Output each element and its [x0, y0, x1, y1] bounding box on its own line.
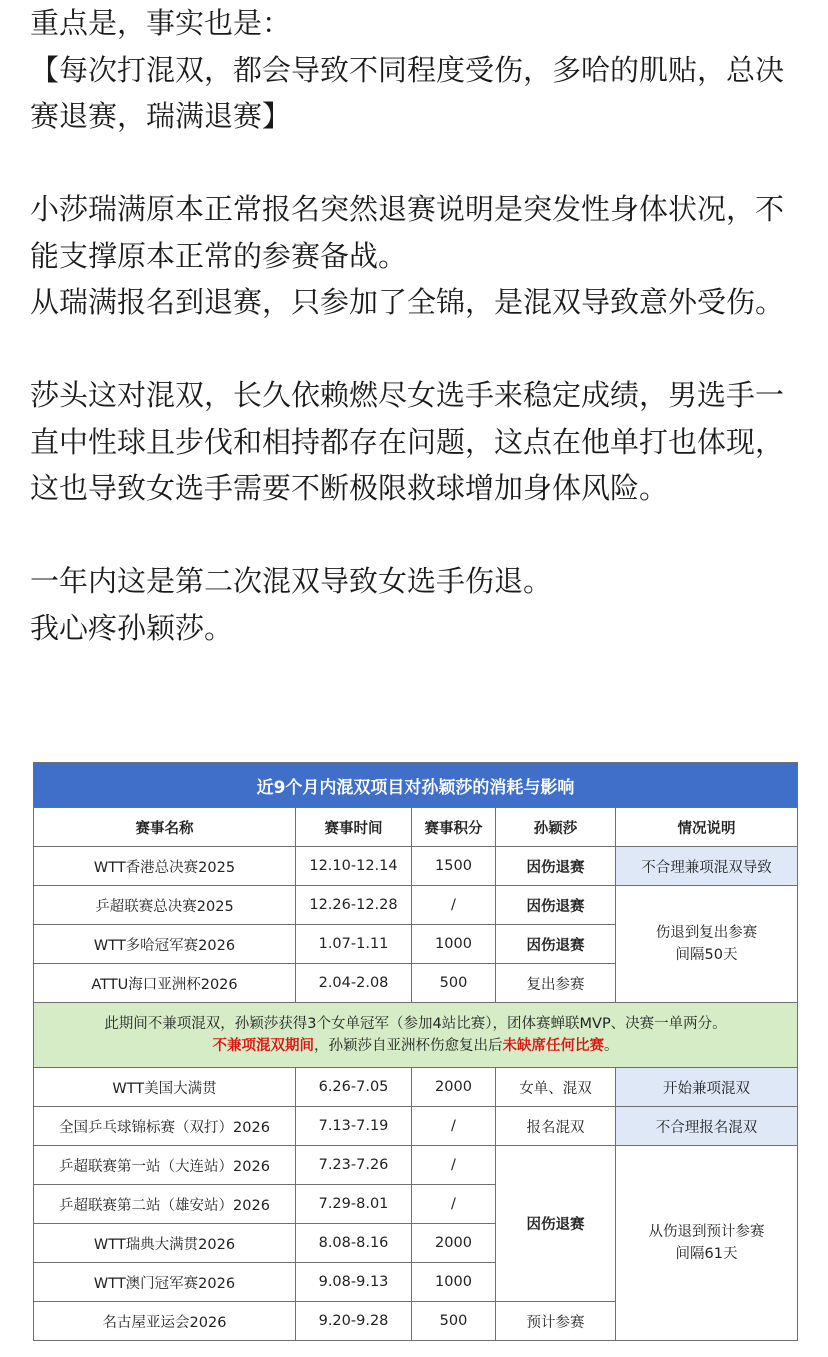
event-points-cell: 2000 [412, 1224, 496, 1263]
table-header-row [34, 808, 798, 847]
event-name-cell: WTT美国大满贯 [34, 1068, 296, 1107]
header-event-points: 赛事积分 [412, 808, 496, 847]
table-title: 近9个月内混双项目对孙颖莎的消耗与影响 [34, 763, 798, 808]
player-status-cell: 复出参赛 [496, 964, 616, 1003]
player-status-cell: 因伤退赛 [496, 1146, 616, 1302]
event-time-cell: 12.26-12.28 [296, 886, 412, 925]
player-status-cell: 因伤退赛 [496, 886, 616, 925]
player-status-cell: 因伤退赛 [496, 847, 616, 886]
event-name-cell: 乒超联赛第二站（雄安站）2026 [34, 1185, 296, 1224]
notes-line: 从伤退到预计参赛 [648, 1224, 765, 1240]
event-time-cell: 9.08-9.13 [296, 1263, 412, 1302]
paragraph-gap [30, 140, 810, 187]
event-name-cell: 名古屋亚运会2026 [34, 1302, 296, 1341]
player-status-cell: 报名混双 [496, 1107, 616, 1146]
player-status-cell: 女单、混双 [496, 1068, 616, 1107]
event-time-cell: 8.08-8.16 [296, 1224, 412, 1263]
post-text [30, 0, 810, 651]
table-row [34, 886, 798, 925]
event-time-cell: 7.29-8.01 [296, 1185, 412, 1224]
event-name-cell: WTT香港总决赛2025 [34, 847, 296, 886]
summary-line: 此期间不兼项混双，孙颖莎获得3个女单冠军（参加4站比赛），团体赛蝉联MVP、决赛一单两分。 [104, 1016, 727, 1032]
event-points-cell: / [412, 1146, 496, 1185]
event-points-cell: / [412, 886, 496, 925]
event-name-cell: WTT多哈冠军赛2026 [34, 925, 296, 964]
event-name-cell: 全国乒乓球锦标赛（双打）2026 [34, 1107, 296, 1146]
event-name-cell: WTT澳门冠军赛2026 [34, 1263, 296, 1302]
summary-cell [34, 1003, 798, 1068]
post-paragraph: 我心疼孙颖莎。 [30, 610, 234, 645]
table-row [34, 1146, 798, 1185]
notes-cell: 不合理兼项混双导致 [616, 847, 798, 886]
post-paragraph: 从瑞满报名到退赛，只参加了全锦，是混双导致意外受伤。 [30, 285, 785, 319]
event-points-cell: 1000 [412, 1263, 496, 1302]
table-row [34, 1068, 798, 1107]
impact-table [33, 762, 798, 1341]
event-time-cell: 7.23-7.26 [296, 1146, 412, 1185]
event-points-cell: 2000 [412, 1068, 496, 1107]
post-paragraph: 一年内这是第二次混双导致女选手伤退。 [30, 564, 553, 598]
notes-cell: 不合理报名混双 [616, 1107, 798, 1146]
paragraph-gap [30, 326, 810, 373]
post-paragraph: 小莎瑞满原本正常报名突然退赛说明是突发性身体状况，不能支撑原本正常的参赛备战。 [30, 192, 785, 273]
event-points-cell: 1000 [412, 925, 496, 964]
notes-cell [616, 886, 798, 1003]
header-player: 孙颖莎 [496, 808, 616, 847]
summary-text: ，孙颖莎自亚洲杯伤愈复出后 [314, 1038, 503, 1054]
event-time-cell: 7.13-7.19 [296, 1107, 412, 1146]
event-points-cell: / [412, 1107, 496, 1146]
event-name-cell: 乒超联赛总决赛2025 [34, 886, 296, 925]
player-status-cell: 因伤退赛 [496, 925, 616, 964]
event-name-cell: WTT瑞典大满贯2026 [34, 1224, 296, 1263]
summary-highlight: 未缺席任何比赛 [502, 1038, 604, 1054]
notes-line: 伤退到复出参赛 [655, 925, 758, 941]
header-notes: 情况说明 [616, 808, 798, 847]
event-points-cell: 1500 [412, 847, 496, 886]
player-status-cell: 预计参赛 [496, 1302, 616, 1341]
table-row [34, 1107, 798, 1146]
summary-text: 。 [604, 1038, 619, 1054]
event-points-cell: / [412, 1185, 496, 1224]
notes-line: 间隔50天 [675, 947, 738, 963]
post-highlight-paragraph: 【每次打混双，都会导致不同程度受伤，多哈的肌贴，总决赛退赛，瑞满退赛】 [30, 52, 785, 133]
paragraph-gap [30, 512, 810, 559]
notes-line: 间隔61天 [675, 1246, 738, 1262]
summary-highlight: 不兼项混双期间 [212, 1038, 314, 1054]
event-name-cell: ATTU海口亚洲杯2026 [34, 964, 296, 1003]
summary-row [34, 1003, 798, 1068]
header-event-time: 赛事时间 [296, 808, 412, 847]
event-time-cell: 1.07-1.11 [296, 925, 412, 964]
table-row [34, 847, 798, 886]
notes-cell [616, 1146, 798, 1341]
event-name-cell: 乒超联赛第一站（大连站）2026 [34, 1146, 296, 1185]
event-points-cell: 500 [412, 964, 496, 1003]
event-points-cell: 500 [412, 1302, 496, 1341]
event-time-cell: 2.04-2.08 [296, 964, 412, 1003]
event-time-cell: 6.26-7.05 [296, 1068, 412, 1107]
post-paragraph: 莎头这对混双，长久依赖燃尽女选手来稳定成绩，男选手一直中性球且步伐和相持都存在问题，这点在他单打也体现，这也导致女选手需要不断极限救球增加身体风险。 [30, 378, 785, 505]
post-paragraph: 重点是，事实也是： [30, 6, 292, 40]
header-event-name: 赛事名称 [34, 808, 296, 847]
notes-cell: 开始兼项混双 [616, 1068, 798, 1107]
event-time-cell: 9.20-9.28 [296, 1302, 412, 1341]
event-time-cell: 12.10-12.14 [296, 847, 412, 886]
